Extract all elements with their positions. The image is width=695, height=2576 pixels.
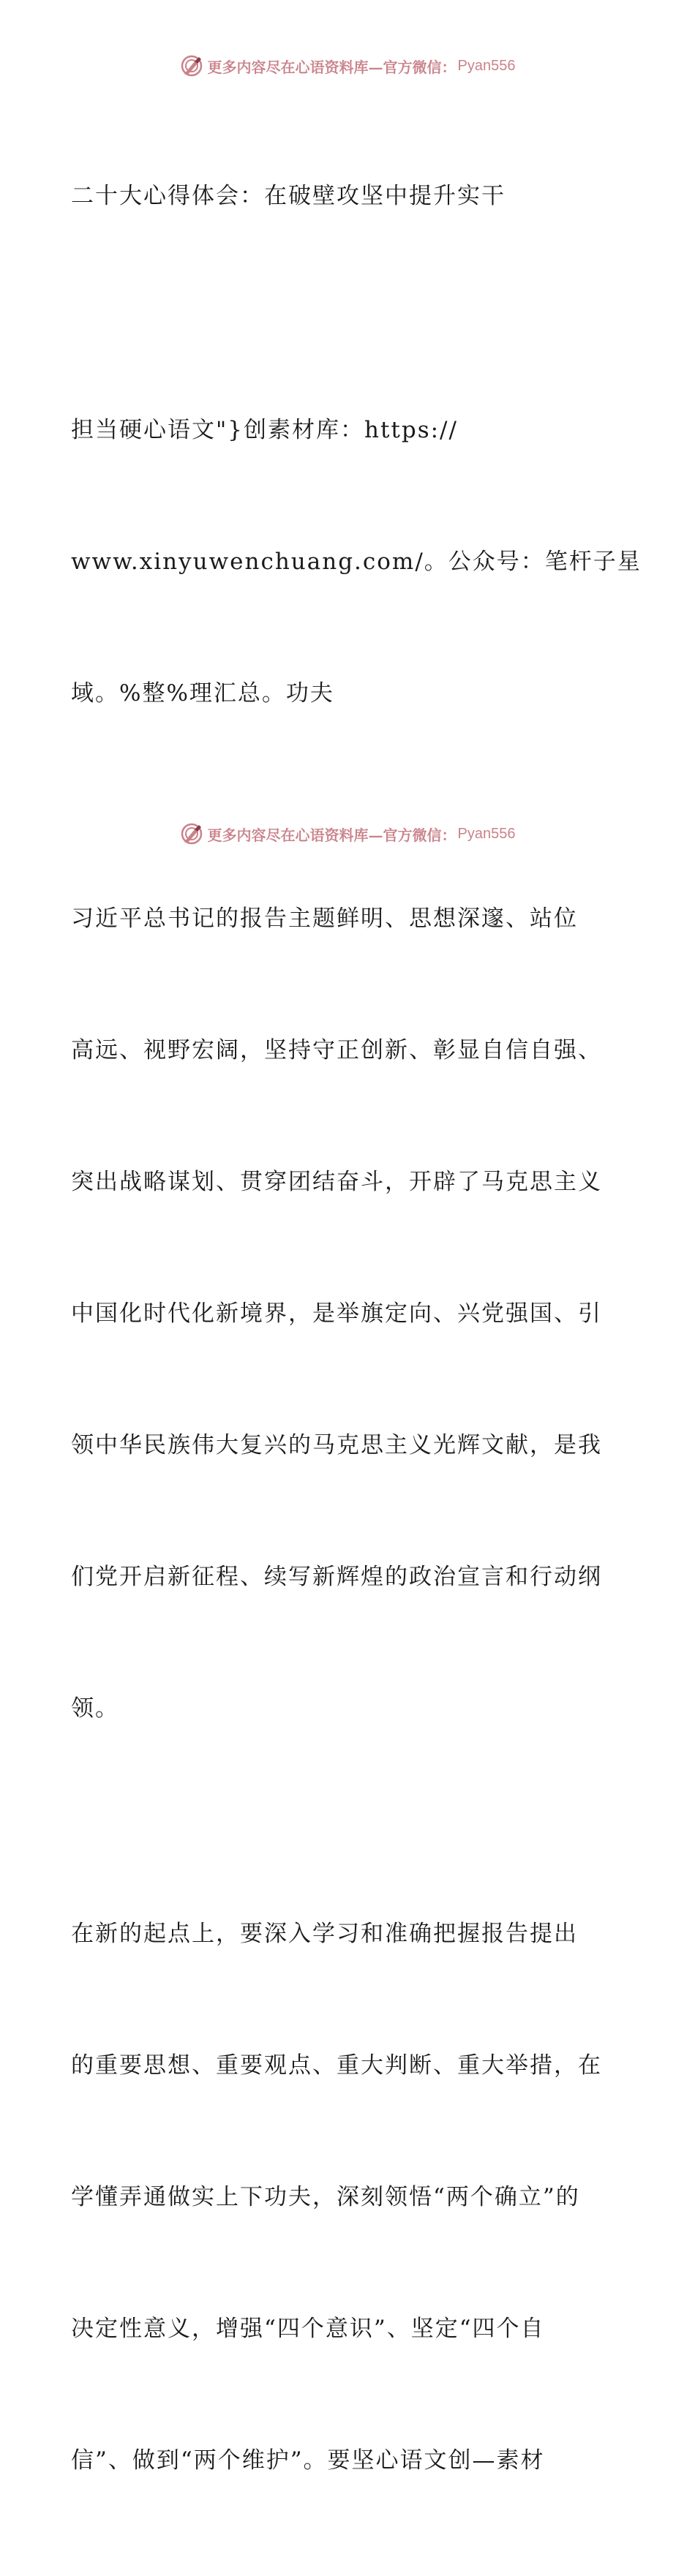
text-line: 决定性意义，增强“四个意识”、坚定“四个自 [71,2316,545,2342]
document-title [71,86,627,306]
paragraph-2 [71,809,627,1818]
text-line: 担当硬心语文"}创素材库：https:// [71,417,458,443]
text-line: 学懂弄通做实上下功夫，深刻领悟“两个确立”的 [71,2184,580,2210]
paragraph-1 [71,320,642,803]
text-line: 中国化时代化新境界，是举旗定向、兴党强国、引 [71,1300,602,1327]
text-line: 习近平总书记的报告主题鲜明、思想深邃、站位 [71,905,578,932]
text-line: 领中华民族伟大复兴的马克思主义光辉文献，是我 [71,1432,602,1458]
text-line: 高远、视野宏阔，坚持守正创新、彰显自信自强、 [71,1037,602,1063]
banner-contact: Pyan556 [457,57,516,74]
paragraph-3 [71,1824,627,2570]
banner-contact: Pyan556 [457,825,516,842]
text-line: 信”、做到“两个维护”。要坚心语文创—素材 [71,2447,545,2474]
pen-logo-icon [180,822,203,846]
text-line: 域。%整%理汇总。功夫 [71,680,334,707]
document-body [71,86,642,2576]
text-line: 们党开启新征程、续写新辉煌的政治宣言和行动纲 [71,1564,602,1590]
banner-slogan: 更多内容尽在心语资料库—官方微信： [207,58,457,76]
footer-watermark-banner [0,819,695,848]
text-line: 的重要思想、重要观点、重大判断、重大举措，在 [71,2052,602,2079]
banner-slogan: 更多内容尽在心语资料库—官方微信： [207,826,457,844]
text-line: 领。 [71,1695,119,1722]
text-line: 突出战略谋划、贯穿团结奋斗，开辟了马克思主义 [71,1169,602,1195]
text-line: www.xinyuwenchuang.com/。公众号：笔杆子星 [71,549,642,575]
pen-logo-icon [180,54,203,78]
title-line: 二十大心得体会：在破壁攻坚中提升实干 [71,183,506,209]
text-line: 在新的起点上，要深入学习和准确把握报告提出 [71,1921,578,1947]
header-watermark-banner [0,51,695,80]
